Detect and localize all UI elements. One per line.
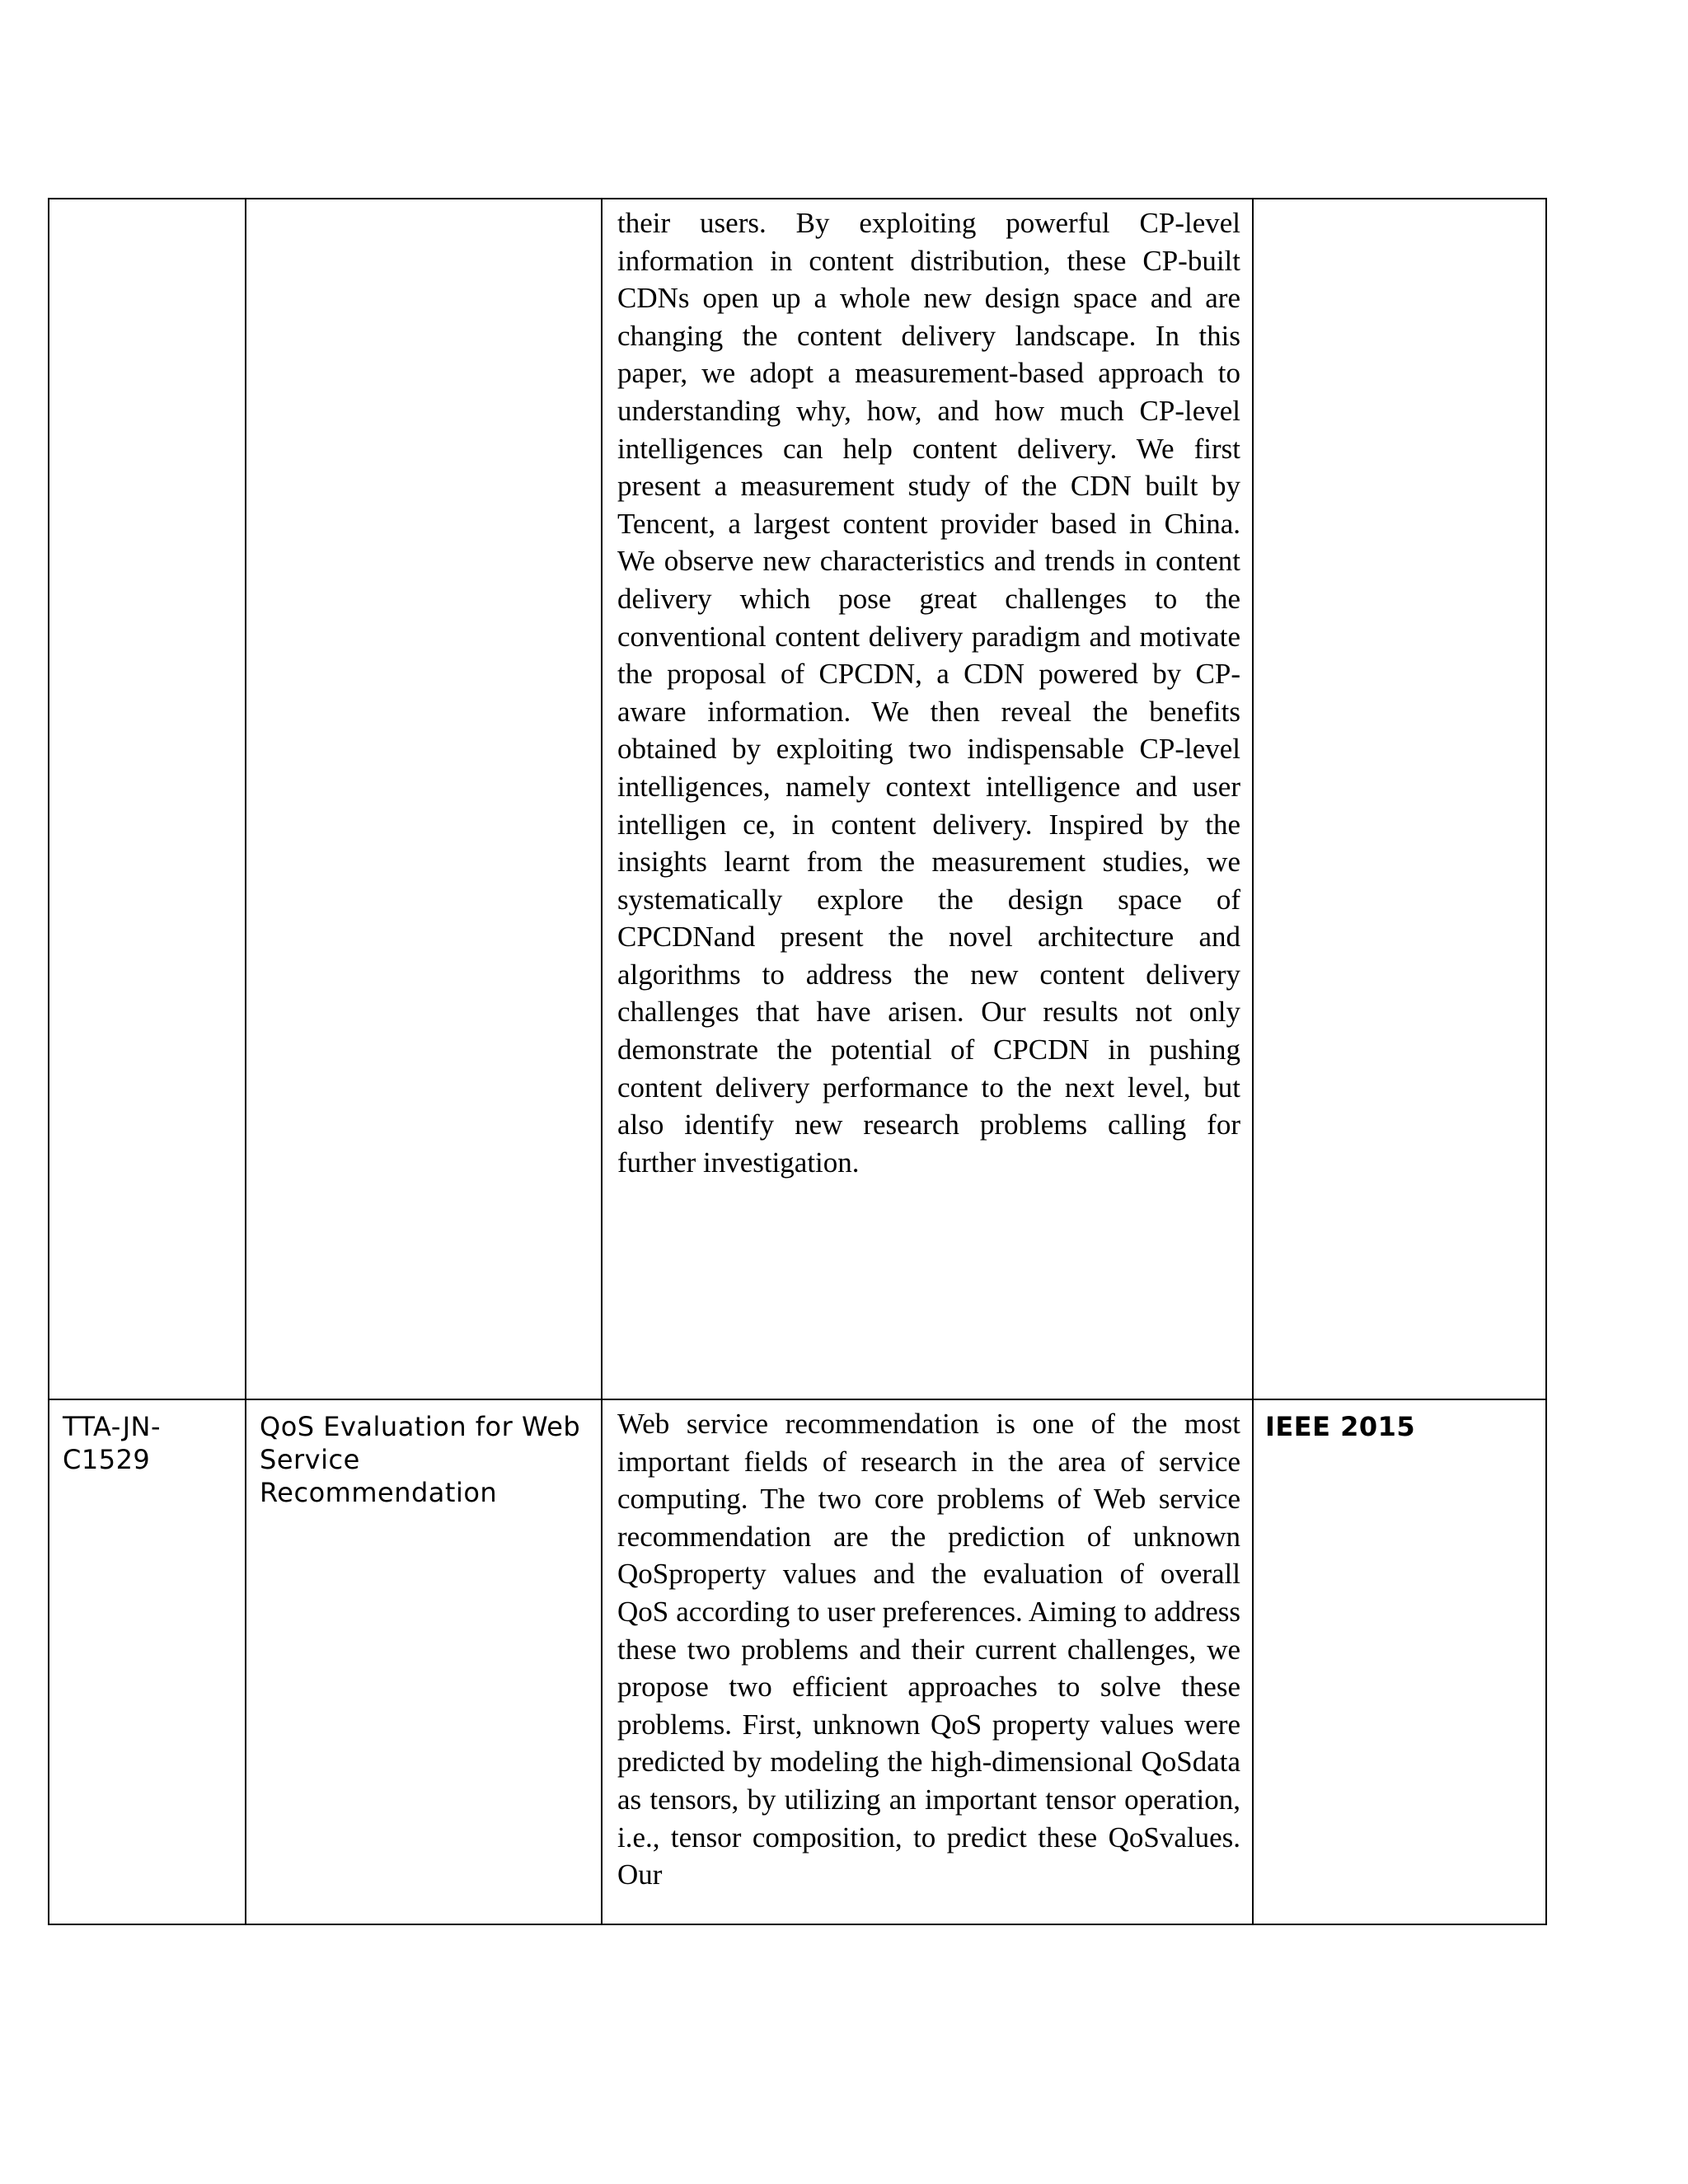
project-abstract-cell [602,199,1253,1399]
project-abstract-cell [602,1399,1253,1924]
project-code: TTA-JN-C1529 [63,1411,161,1475]
project-year-cell [1253,1399,1546,1924]
project-code-cell [49,1399,246,1924]
project-table [48,198,1547,1925]
project-year: IEEE 2015 [1265,1411,1416,1442]
project-title-cell [246,1399,602,1924]
table-row [49,1399,1546,1924]
table-row [49,199,1546,1399]
project-year-cell [1253,199,1546,1399]
project-title: QoS Evaluation for Web Service Recommendation [260,1411,581,1508]
project-code [49,199,245,209]
project-title-cell [246,199,602,1399]
project-title [246,199,601,209]
project-code-cell [49,199,246,1399]
project-year [1254,199,1545,209]
project-abstract: their users. By exploiting powerful CP-level information in content distribution, these CP-built CDNs open up a whole new design space and are changing the content delivery landscape. In this paper, we adopt a measurement-based approach to understanding why, how, and how much CP-level intelligences can help content delivery. We first present a measurement study of the CDN built by Tencent, a largest content provider based in China. We observe new characteristics and trends in content delivery which pose great challenges to the conventional content delivery paradigm and motivate the proposal of CPCDN, a CDN powered by CP-aware information. We then reveal the benefits obtained by exploiting two indispensable CP-level intelligences, namely context intelligence and user intelligen ce, in content delivery. Inspired by the insights learnt from the measurement studies, we systematically explore the design space of CPCDNand present the novel architecture and algorithms to address the new content delivery challenges that have arisen. Our results not only demonstrate the potential of CPCDN in pushing content delivery performance to the next level, but also identify new research problems calling for further investigation. [617,207,1240,1179]
project-abstract: Web service recommendation is one of the most important fields of research in the area of service computing. The two core problems of Web service recommendation are the prediction of unknown QoSproperty values and the evaluation of overall QoS according to user preferences. Aiming to address these two problems and their current challenges, we propose two efficient approaches to solve these problems. First, unknown QoS property values were predicted by modeling the high-dimensional QoSdata as tensors, by utilizing an important tensor operation, i.e., tensor composition, to predict these QoSvalues. Our [617,1408,1240,1891]
